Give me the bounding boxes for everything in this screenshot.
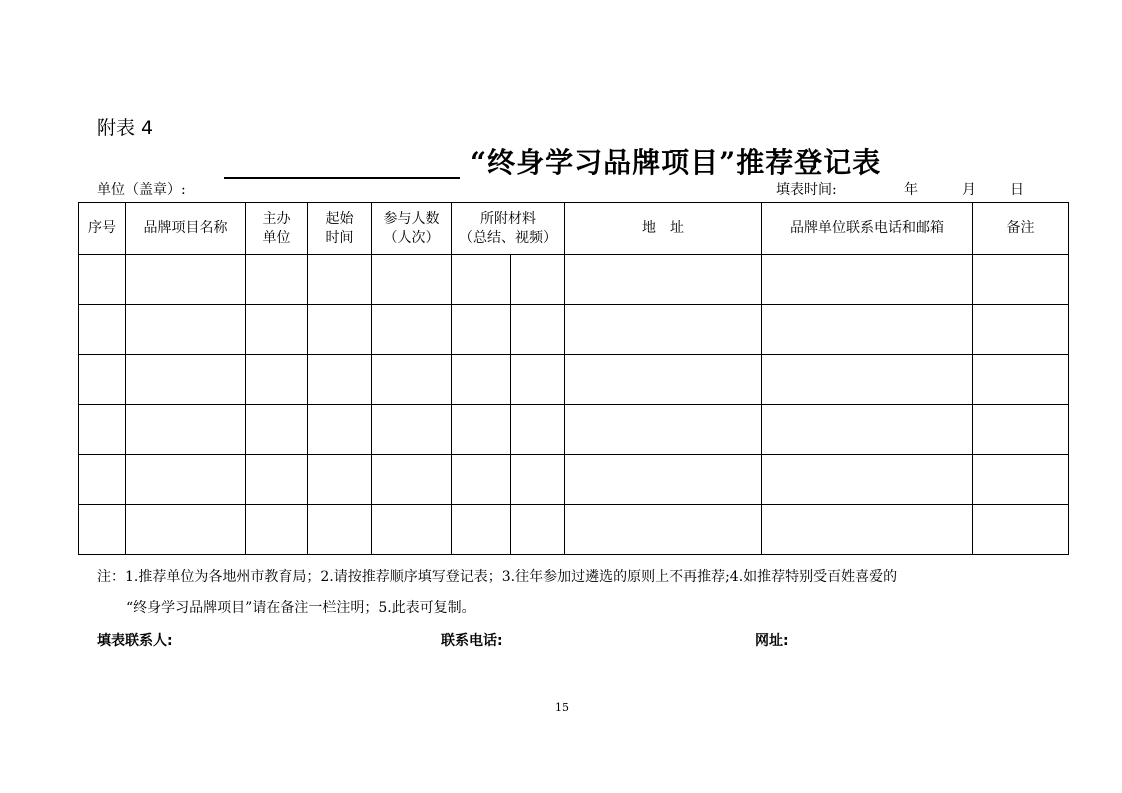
note-line-1: 注：1.推荐单位为各地州市教育局；2.请按推荐顺序填写登记表；3.往年参加过遴选的原则上不再推荐;4.如推荐特别受百姓喜爱的 [97, 569, 898, 585]
appendix-label: 附表 4 [97, 117, 154, 139]
footer-phone: 联系电话: [441, 633, 503, 649]
header-attachments: 所附材料 （总结、视频） [452, 203, 565, 255]
table-cell[interactable] [79, 455, 126, 505]
table-cell[interactable] [973, 305, 1069, 355]
table-cell[interactable] [452, 505, 511, 555]
table-row [79, 305, 1069, 355]
table-cell[interactable] [246, 255, 308, 305]
note-line-2: “终身学习品牌项目”请在备注一栏注明；5.此表可复制。 [126, 600, 476, 616]
page-title: “终身学习品牌项目”推荐登记表 [470, 146, 882, 179]
table-cell[interactable] [246, 405, 308, 455]
table-cell[interactable] [452, 305, 511, 355]
table-cell[interactable] [973, 255, 1069, 305]
table-cell[interactable] [372, 355, 452, 405]
title-blank-line [224, 177, 460, 179]
table-cell[interactable] [79, 405, 126, 455]
table-cell[interactable] [565, 505, 762, 555]
table-cell[interactable] [452, 255, 511, 305]
table-cell[interactable] [511, 305, 565, 355]
table-cell[interactable] [511, 255, 565, 305]
table-cell[interactable] [511, 405, 565, 455]
table-cell[interactable] [246, 305, 308, 355]
table-cell[interactable] [126, 305, 246, 355]
table-cell[interactable] [308, 455, 372, 505]
table-cell[interactable] [126, 455, 246, 505]
table-cell[interactable] [565, 405, 762, 455]
table-cell[interactable] [79, 305, 126, 355]
table-cell[interactable] [452, 455, 511, 505]
footer-website: 网址: [755, 633, 789, 649]
table-cell[interactable] [246, 505, 308, 555]
table-cell[interactable] [308, 505, 372, 555]
table-cell[interactable] [126, 255, 246, 305]
table-cell[interactable] [79, 355, 126, 405]
table-cell[interactable] [762, 505, 973, 555]
table-cell[interactable] [372, 405, 452, 455]
table-cell[interactable] [372, 255, 452, 305]
header-participants: 参与人数 （人次） [372, 203, 452, 255]
fill-time-day: 日 [1010, 182, 1024, 198]
header-contact: 品牌单位联系电话和邮箱 [762, 203, 973, 255]
table-cell[interactable] [79, 255, 126, 305]
table-cell[interactable] [246, 455, 308, 505]
page-number: 15 [555, 701, 569, 714]
table-cell[interactable] [246, 355, 308, 405]
fill-time-label: 填表时间: [776, 182, 837, 198]
table-cell[interactable] [308, 405, 372, 455]
header-host-unit: 主办 单位 [246, 203, 308, 255]
table-cell[interactable] [762, 255, 973, 305]
table-row [79, 405, 1069, 455]
table-cell[interactable] [372, 305, 452, 355]
unit-seal-label: 单位（盖章）: [97, 182, 186, 198]
header-remark: 备注 [973, 203, 1069, 255]
table-cell[interactable] [565, 455, 762, 505]
table-header-row [79, 203, 1069, 255]
table-cell[interactable] [762, 405, 973, 455]
table-cell[interactable] [126, 355, 246, 405]
table-cell[interactable] [565, 305, 762, 355]
table-cell[interactable] [565, 255, 762, 305]
table-cell[interactable] [452, 355, 511, 405]
fill-time-month: 月 [962, 182, 976, 198]
table-row [79, 455, 1069, 505]
header-seq: 序号 [79, 203, 126, 255]
table-cell[interactable] [511, 455, 565, 505]
table-cell[interactable] [372, 455, 452, 505]
table-cell[interactable] [308, 355, 372, 405]
table-cell[interactable] [372, 505, 452, 555]
footer-contact-person: 填表联系人: [97, 633, 173, 649]
table-cell[interactable] [126, 405, 246, 455]
table-cell[interactable] [126, 505, 246, 555]
table-cell[interactable] [308, 255, 372, 305]
table-cell[interactable] [511, 355, 565, 405]
header-project-name: 品牌项目名称 [126, 203, 246, 255]
table-cell[interactable] [452, 405, 511, 455]
fill-time-year: 年 [904, 182, 918, 198]
table-cell[interactable] [762, 305, 973, 355]
table-cell[interactable] [79, 505, 126, 555]
table-cell[interactable] [973, 455, 1069, 505]
table-cell[interactable] [973, 355, 1069, 405]
header-address: 地 址 [565, 203, 762, 255]
table-cell[interactable] [762, 355, 973, 405]
table-cell[interactable] [973, 405, 1069, 455]
table-cell[interactable] [973, 505, 1069, 555]
table-cell[interactable] [762, 455, 973, 505]
table-row [79, 255, 1069, 305]
table-row [79, 505, 1069, 555]
header-start-time: 起始 时间 [308, 203, 372, 255]
table-row [79, 355, 1069, 405]
table-cell[interactable] [565, 355, 762, 405]
table-cell[interactable] [308, 305, 372, 355]
registration-table [78, 202, 1069, 555]
table-cell[interactable] [511, 505, 565, 555]
